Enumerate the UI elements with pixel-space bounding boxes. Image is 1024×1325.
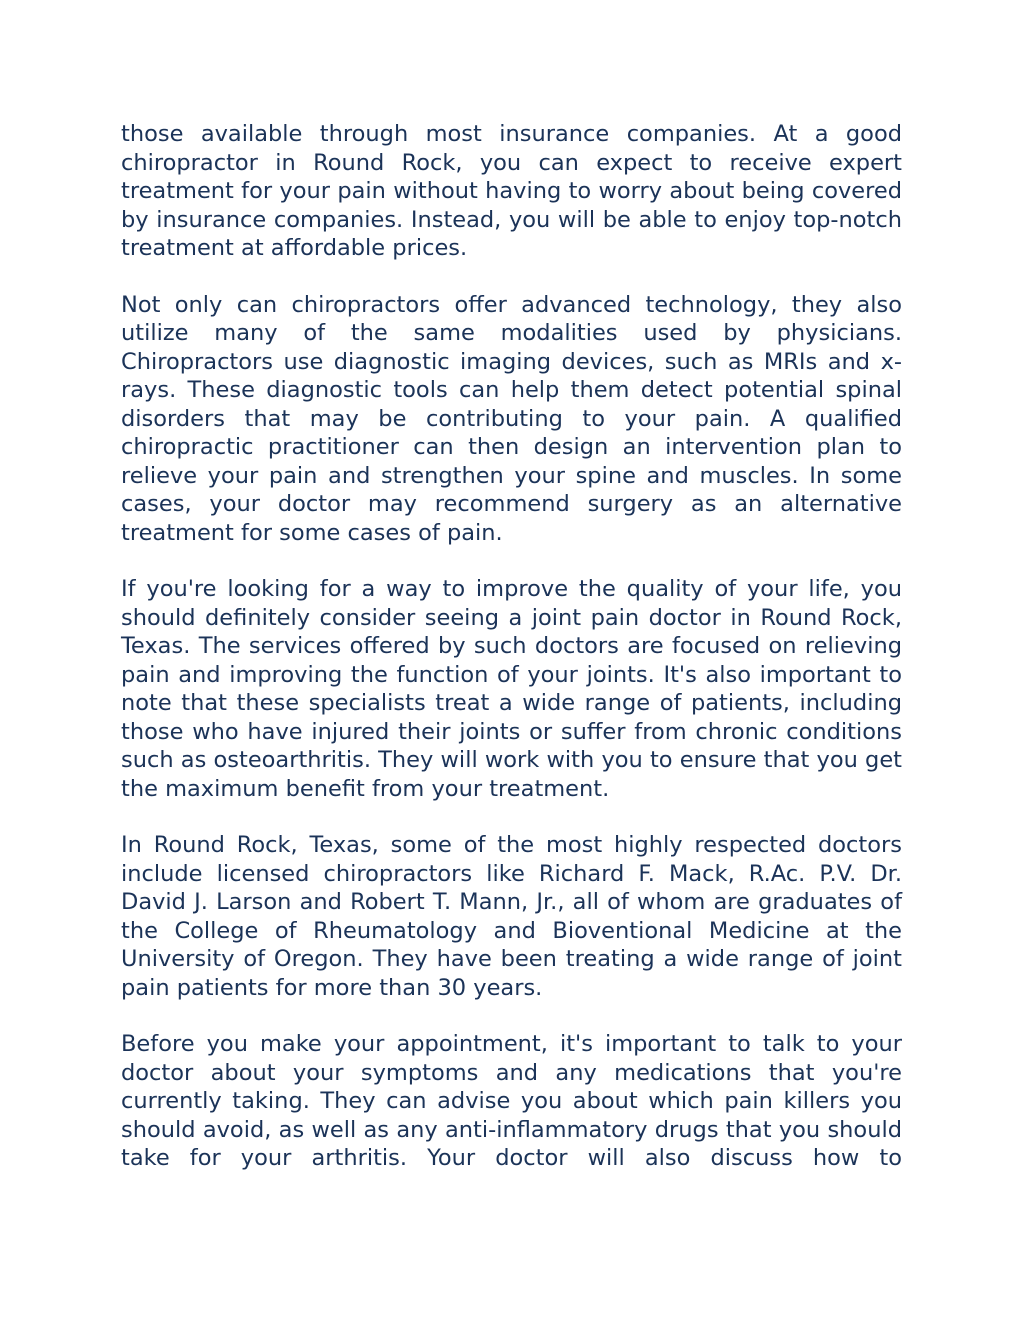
paragraph-2: Not only can chiropractors offer advanced technology, they also utilize many of the same modalities used by physicians. Chiropractors use diagnostic imaging devices, such as MRIs and x-rays. These diagnostic tools can help them detect potential spinal disorders that may be contributing to your pain. A qualified chiropractic practitioner can then design an intervention plan to relieve your pain and strengthen your spine and muscles. In some cases, your doctor may recommend surgery as an alternative treatment for some cases of pain. <box>121 291 902 546</box>
paragraph-3: If you're looking for a way to improve the quality of your life, you should definitely consider seeing a joint pain doctor in Round Rock, Texas. The services offered by such doctors are focused on relieving pain and improving the function of your joints. It's also important to note that these specialists treat a wide range of patients, including those who have injured their joints or suffer from chronic conditions such as osteoarthritis. They will work with you to ensure that you get the maximum benefit from your treatment. <box>121 576 902 802</box>
document-page <box>121 120 902 1201</box>
paragraph-4: In Round Rock, Texas, some of the most highly respected doctors include licensed chiropractors like Richard F. Mack, R.Ac. P.V. Dr. David J. Larson and Robert T. Mann, Jr., all of whom are graduates of the College of Rheumatology and Bioventional Medicine at the University of Oregon. They have been treating a wide range of joint pain patients for more than 30 years. <box>121 832 902 1001</box>
paragraph-5-continued: Before you make your appointment, it's important to talk to your doctor about your symptoms and any medications that you're currently taking. They can advise you about which pain killers you should avoid, as well as any anti-inflammatory drugs that you should take for your arthritis. Your doctor will also discuss how to <box>121 1031 902 1171</box>
paragraph-1: those available through most insurance companies. At a good chiropractor in Round Rock, you can expect to receive expert treatment for your pain without having to worry about being covered by insurance companies. Instead, you will be able to enjoy top-notch treatment at affordable prices. <box>121 121 902 261</box>
